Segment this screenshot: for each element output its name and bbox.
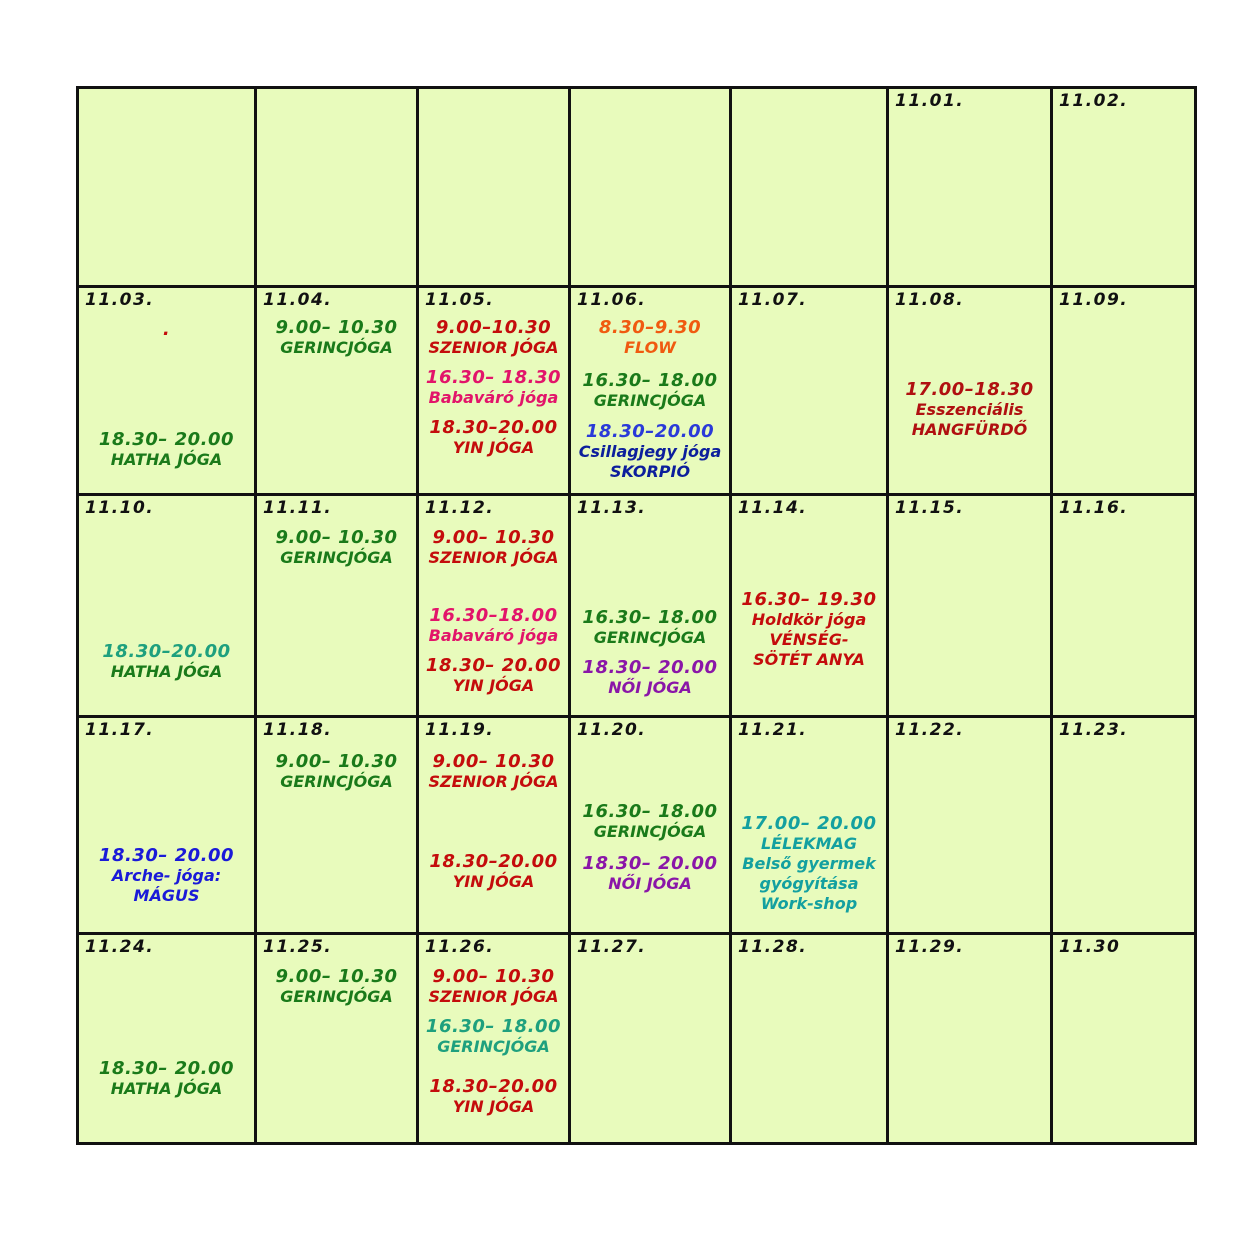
event-subtitle: MÁGUS bbox=[133, 886, 200, 905]
day-cell bbox=[1052, 717, 1196, 934]
event-name: GERINCJÓGA bbox=[593, 822, 707, 841]
event-time: 8.30–9.30 bbox=[598, 317, 702, 338]
event-name: NŐI JÓGA bbox=[608, 678, 692, 697]
empty-cell bbox=[256, 88, 418, 287]
day-cell bbox=[888, 495, 1052, 717]
day-date: 11.03. bbox=[85, 290, 155, 310]
day-cell bbox=[570, 495, 731, 717]
event bbox=[419, 418, 568, 458]
event-time: 9.00– 10.30 bbox=[432, 966, 555, 987]
event bbox=[419, 852, 568, 892]
event bbox=[79, 642, 254, 682]
event-name: Babaváró jóga bbox=[428, 388, 559, 407]
day-cell bbox=[888, 717, 1052, 934]
event-name: YIN JÓGA bbox=[452, 1097, 535, 1116]
empty-cell bbox=[570, 88, 731, 287]
empty-cell bbox=[731, 88, 888, 287]
day-cell bbox=[256, 934, 418, 1144]
day-cell bbox=[256, 495, 418, 717]
event-time: 16.30– 18.00 bbox=[582, 801, 718, 822]
day-date: 11.15. bbox=[895, 498, 965, 518]
day-date: 11.16. bbox=[1059, 498, 1129, 518]
event-time: 9.00– 10.30 bbox=[432, 527, 555, 548]
event-time: 18.30– 20.00 bbox=[425, 655, 562, 676]
day-date: 11.12. bbox=[425, 498, 495, 518]
event bbox=[571, 422, 729, 482]
day-date: 11.06. bbox=[577, 290, 647, 310]
day-date: 11.14. bbox=[738, 498, 808, 518]
event bbox=[571, 608, 729, 648]
event-time: 9.00– 10.30 bbox=[275, 527, 398, 548]
day-cell bbox=[888, 934, 1052, 1144]
event bbox=[732, 590, 886, 670]
day-cell bbox=[78, 717, 256, 934]
day-date: 11.26. bbox=[425, 937, 495, 957]
event-name: GERINCJÓGA bbox=[280, 987, 393, 1006]
event bbox=[419, 752, 568, 792]
day-cell bbox=[570, 934, 731, 1144]
day-cell bbox=[418, 495, 570, 717]
day-date: 11.08. bbox=[895, 290, 965, 310]
day-date: 11.23. bbox=[1059, 720, 1129, 740]
event-name: GERINCJÓGA bbox=[280, 548, 393, 567]
event-name: SZENIOR JÓGA bbox=[428, 987, 559, 1006]
day-cell bbox=[731, 717, 888, 934]
event-name: GERINCJÓGA bbox=[593, 628, 707, 647]
event-name: Holdkör jóga bbox=[751, 610, 867, 629]
day-cell bbox=[78, 934, 256, 1144]
day-date: 11.29. bbox=[895, 937, 965, 957]
day-cell bbox=[78, 495, 256, 717]
event bbox=[419, 318, 568, 358]
event-name: SZENIOR JÓGA bbox=[428, 772, 559, 791]
event bbox=[257, 752, 416, 792]
event bbox=[732, 814, 886, 914]
day-cell bbox=[888, 287, 1052, 495]
week-row bbox=[78, 287, 1196, 495]
event-time: 18.30– 20.00 bbox=[98, 845, 235, 866]
event-time: 18.30–20.00 bbox=[429, 417, 558, 438]
empty-cell bbox=[418, 88, 570, 287]
event-subtitle: gyógyítása bbox=[759, 874, 859, 893]
event-subtitle: SKORPIÓ bbox=[609, 462, 691, 481]
event-time: 9.00– 10.30 bbox=[275, 966, 398, 987]
day-cell bbox=[418, 287, 570, 495]
event-name: Babaváró jóga bbox=[428, 626, 559, 645]
event-time: 16.30– 18.00 bbox=[582, 370, 718, 391]
day-cell bbox=[1052, 287, 1196, 495]
day-date: 11.05. bbox=[425, 290, 495, 310]
day-date: 11.10. bbox=[85, 498, 155, 518]
event bbox=[571, 802, 729, 842]
event-name: FLOW bbox=[624, 338, 676, 357]
event-time: 18.30–20.00 bbox=[429, 851, 558, 872]
day-cell bbox=[731, 287, 888, 495]
event-name: YIN JÓGA bbox=[452, 676, 535, 695]
event bbox=[419, 368, 568, 408]
event-time: 16.30–18.00 bbox=[429, 605, 558, 626]
event bbox=[571, 854, 729, 894]
week-row bbox=[78, 934, 1196, 1144]
event-name: NŐI JÓGA bbox=[608, 874, 692, 893]
day-date: 11.22. bbox=[895, 720, 965, 740]
event bbox=[571, 318, 729, 358]
day-cell bbox=[418, 717, 570, 934]
event-time: 16.30– 18.00 bbox=[582, 607, 718, 628]
day-cell bbox=[256, 287, 418, 495]
event bbox=[419, 1077, 568, 1117]
event-time: 18.30– 20.00 bbox=[98, 429, 235, 450]
event-name: GERINCJÓGA bbox=[280, 338, 393, 357]
week-row bbox=[78, 717, 1196, 934]
event-time: 18.30–20.00 bbox=[102, 641, 231, 662]
event-time: 9.00– 10.30 bbox=[275, 317, 398, 338]
day-cell bbox=[1052, 88, 1196, 287]
day-cell bbox=[1052, 495, 1196, 717]
event bbox=[889, 380, 1050, 440]
day-date: 11.18. bbox=[263, 720, 333, 740]
event-name: YIN JÓGA bbox=[452, 438, 535, 457]
day-cell bbox=[731, 934, 888, 1144]
week-row bbox=[78, 88, 1196, 287]
event-name: LÉLEKMAG bbox=[760, 834, 858, 853]
event-time: 17.00–18.30 bbox=[905, 379, 1034, 400]
event-name: YIN JÓGA bbox=[452, 872, 535, 891]
event-time: 9.00–10.30 bbox=[435, 317, 552, 338]
day-date: 11.09. bbox=[1059, 290, 1129, 310]
calendar-grid bbox=[76, 86, 1197, 1145]
event-time: 16.30– 18.00 bbox=[425, 1016, 562, 1037]
event-time: 18.30–20.00 bbox=[585, 421, 715, 442]
day-cell bbox=[1052, 934, 1196, 1144]
event bbox=[257, 528, 416, 568]
event bbox=[79, 846, 254, 906]
event-time: 18.30– 20.00 bbox=[98, 1058, 235, 1079]
event bbox=[419, 528, 568, 568]
day-date: 11.02. bbox=[1059, 91, 1129, 111]
day-date: 11.11. bbox=[263, 498, 333, 518]
event-subtitle: Belső gyermek bbox=[742, 854, 876, 873]
event bbox=[419, 606, 568, 646]
event bbox=[257, 967, 416, 1007]
event-name: SZENIOR JÓGA bbox=[428, 548, 559, 567]
event bbox=[419, 656, 568, 696]
event-time: 18.30– 20.00 bbox=[582, 657, 718, 678]
event-name: GERINCJÓGA bbox=[280, 772, 393, 791]
event-name: GERINCJÓGA bbox=[593, 391, 707, 410]
event bbox=[419, 967, 568, 1007]
dot-mark: . bbox=[162, 319, 171, 340]
event-time: 9.00– 10.30 bbox=[275, 751, 398, 772]
day-date: 11.28. bbox=[738, 937, 808, 957]
day-date: 11.20. bbox=[577, 720, 647, 740]
day-cell bbox=[78, 287, 256, 495]
event-name: Esszenciális bbox=[915, 400, 1024, 419]
event bbox=[571, 371, 729, 411]
event bbox=[79, 1059, 254, 1099]
day-date: 11.27. bbox=[577, 937, 647, 957]
day-cell bbox=[570, 717, 731, 934]
day-date: 11.30 bbox=[1059, 937, 1121, 957]
day-date: 11.19. bbox=[425, 720, 495, 740]
event bbox=[419, 1017, 568, 1057]
event-name: HATHA JÓGA bbox=[110, 450, 223, 469]
day-date: 11.07. bbox=[738, 290, 808, 310]
event bbox=[257, 318, 416, 358]
day-date: 11.04. bbox=[263, 290, 333, 310]
day-date: 11.13. bbox=[577, 498, 647, 518]
empty-cell bbox=[78, 88, 256, 287]
day-date: 11.24. bbox=[85, 937, 155, 957]
event-time: 18.30– 20.00 bbox=[582, 853, 718, 874]
event-name: HATHA JÓGA bbox=[110, 1079, 223, 1098]
week-row bbox=[78, 495, 1196, 717]
day-date: 11.25. bbox=[263, 937, 333, 957]
event-subtitle: SÖTÉT ANYA bbox=[753, 650, 865, 669]
event-subtitle: Work-shop bbox=[760, 894, 858, 913]
event-subtitle: HANGFÜRDŐ bbox=[911, 420, 1028, 439]
event-name: SZENIOR JÓGA bbox=[428, 338, 559, 357]
event-time: 16.30– 19.30 bbox=[741, 589, 877, 610]
day-cell bbox=[256, 717, 418, 934]
day-cell bbox=[731, 495, 888, 717]
event-name: Csillagjegy jóga bbox=[578, 442, 722, 461]
event-name: Arche- jóga: bbox=[111, 866, 222, 885]
event-time: 16.30– 18.30 bbox=[425, 367, 562, 388]
day-cell bbox=[888, 88, 1052, 287]
event-name: GERINCJÓGA bbox=[437, 1037, 550, 1056]
event-time: 9.00– 10.30 bbox=[432, 751, 555, 772]
day-cell bbox=[418, 934, 570, 1144]
day-date: 11.21. bbox=[738, 720, 808, 740]
event-name: HATHA JÓGA bbox=[110, 662, 223, 681]
event-time: 18.30–20.00 bbox=[429, 1076, 558, 1097]
day-cell bbox=[570, 287, 731, 495]
day-date: 11.17. bbox=[85, 720, 155, 740]
event bbox=[571, 658, 729, 698]
day-date: 11.01. bbox=[895, 91, 965, 111]
event-subtitle: VÉNSÉG- bbox=[769, 630, 849, 649]
event bbox=[79, 430, 254, 470]
event-time: 17.00– 20.00 bbox=[741, 813, 877, 834]
